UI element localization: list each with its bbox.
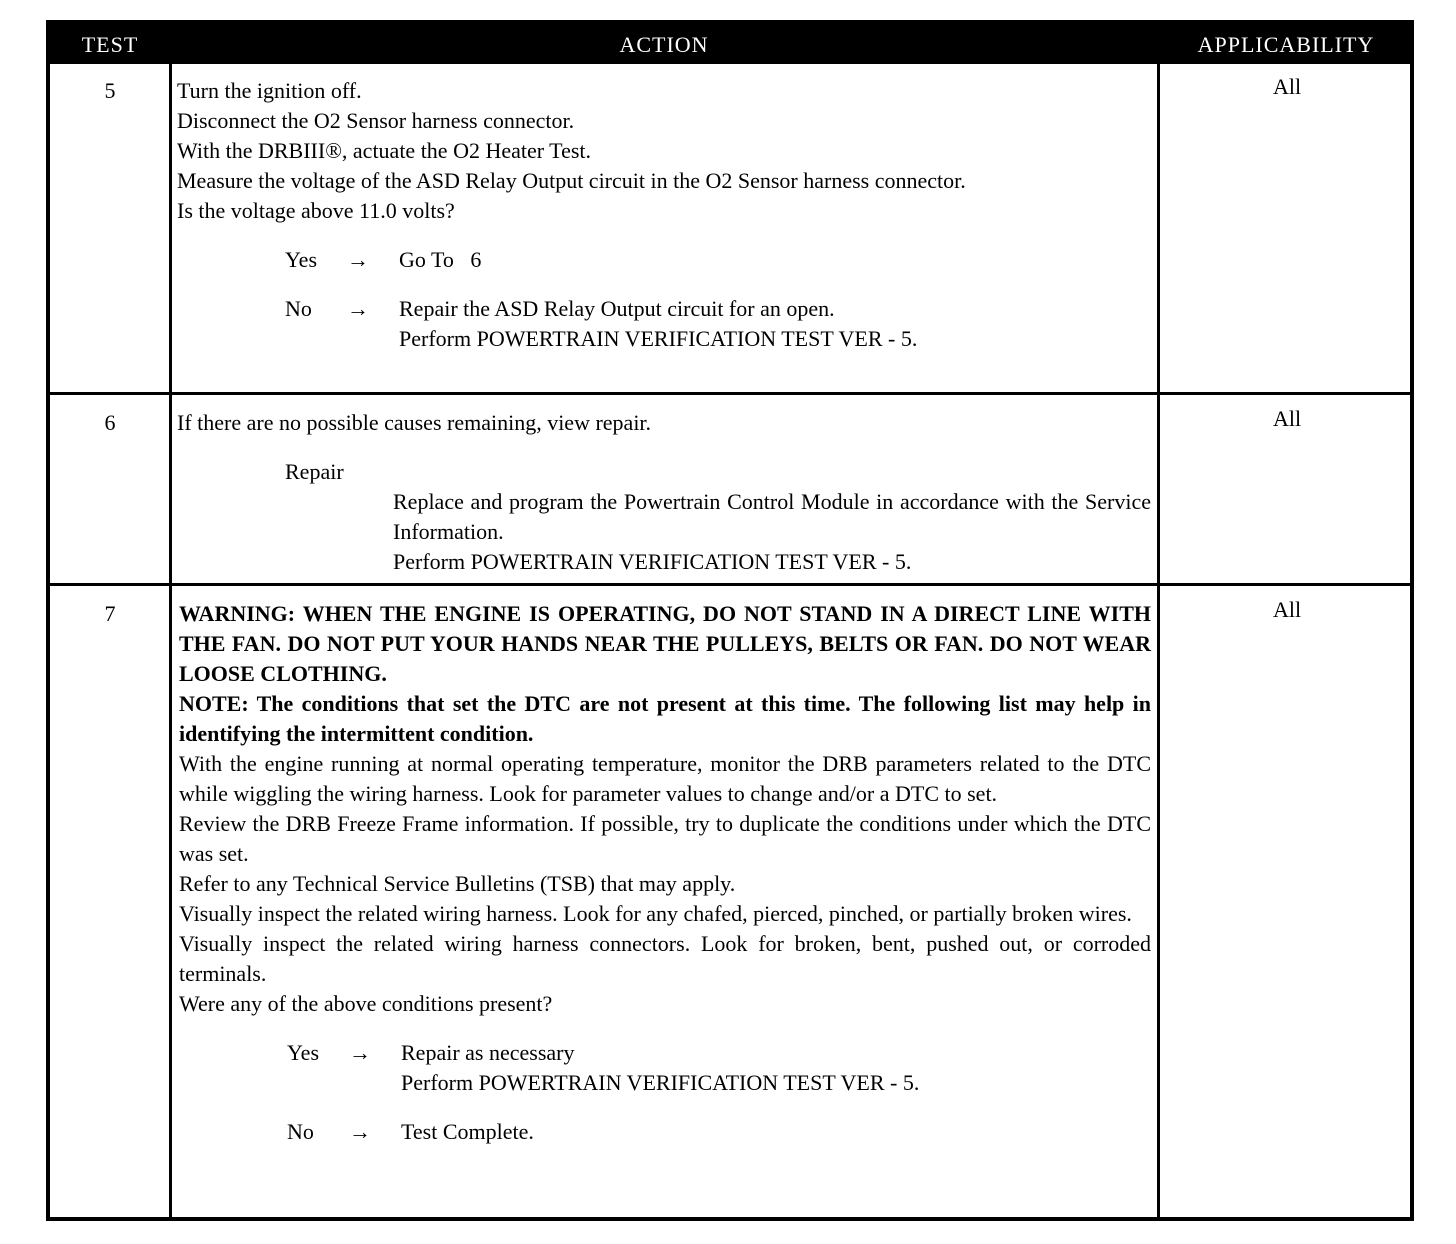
action-line: With the DRBIII®, actuate the O2 Heater Test.	[177, 138, 592, 163]
yes-text: Repair as necessary	[401, 1040, 575, 1065]
arrow-icon: →	[349, 1119, 371, 1144]
action-line: Turn the ignition off.	[177, 78, 362, 103]
repair-line: Perform POWERTRAIN VERIFICATION TEST VER - 5.	[393, 549, 912, 574]
action-line: Visually inspect the related wiring harness. Look for any chafed, pierced, pinched, or partially broken wires.	[179, 901, 1132, 926]
arrow-icon: →	[349, 1040, 371, 1065]
test-number-5: 5	[104, 78, 116, 103]
test-number-7: 7	[104, 601, 116, 626]
action-7	[179, 599, 1151, 1147]
action-line: With the engine running at normal operating temperature, monitor the DRB parameters related to the DTC while wiggling the wiring harness. Look for parameter values to change and/or a DTC to set.	[179, 751, 1151, 806]
yes-branch	[179, 1038, 1151, 1068]
applicability-5: All	[1272, 74, 1302, 99]
action-line: Is the voltage above 11.0 volts?	[177, 198, 455, 223]
test-number-6: 6	[104, 410, 116, 435]
header-test: TEST	[81, 32, 139, 57]
no-branch	[179, 1117, 1151, 1147]
action-5	[177, 76, 1151, 354]
header-applicability: APPLICABILITY	[1197, 32, 1375, 57]
action-line: Review the DRB Freeze Frame information. If possible, try to duplicate the conditions under which the DTC was set.	[179, 811, 1151, 866]
column-divider	[1157, 64, 1160, 1221]
repair-line: Replace and program the Powertrain Control Module in accordance with the Service Information.	[393, 489, 1151, 544]
no-text-continued: Perform POWERTRAIN VERIFICATION TEST VER - 5.	[399, 326, 918, 351]
no-label: No	[285, 296, 312, 321]
yes-text-continued: Perform POWERTRAIN VERIFICATION TEST VER - 5.	[401, 1070, 920, 1095]
row-divider	[50, 583, 1410, 586]
no-branch	[177, 294, 1151, 324]
applicability-7: All	[1272, 597, 1302, 622]
note-text: NOTE: The conditions that set the DTC are not present at this time. The following list may help in identifying the intermittent condition.	[179, 691, 1151, 746]
action-6	[177, 408, 1151, 577]
no-label: No	[287, 1119, 314, 1144]
row-divider	[50, 392, 1410, 395]
table-header	[50, 24, 1410, 64]
yes-text: Go To 6	[399, 247, 482, 272]
diagnostic-table	[46, 20, 1414, 1221]
header-action: ACTION	[619, 32, 709, 57]
action-line: Disconnect the O2 Sensor harness connector.	[177, 108, 575, 133]
arrow-icon: →	[347, 296, 369, 321]
action-line: Visually inspect the related wiring harness connectors. Look for broken, bent, pushed out, or corroded terminals.	[179, 931, 1151, 986]
no-text: Test Complete.	[401, 1119, 534, 1144]
arrow-icon: →	[347, 247, 369, 272]
warning-text: WARNING: WHEN THE ENGINE IS OPERATING, DO NOT STAND IN A DIRECT LINE WITH THE FAN. DO NOT PUT YOUR HANDS NEAR THE PULLEYS, BELTS OR FAN. DO NOT WEAR LOOSE CLOTHING.	[179, 601, 1151, 686]
action-line: Were any of the above conditions present?	[179, 991, 553, 1016]
applicability-6: All	[1272, 406, 1302, 431]
action-line: Refer to any Technical Service Bulletins (TSB) that may apply.	[179, 871, 736, 896]
yes-branch	[177, 245, 1151, 275]
column-divider	[169, 64, 172, 1221]
repair-label: Repair	[285, 459, 344, 484]
action-line: Measure the voltage of the ASD Relay Output circuit in the O2 Sensor harness connector.	[177, 168, 966, 193]
yes-label: Yes	[287, 1040, 320, 1065]
yes-label: Yes	[285, 247, 318, 272]
action-line: If there are no possible causes remaining, view repair.	[177, 410, 652, 435]
no-text: Repair the ASD Relay Output circuit for an open.	[399, 296, 835, 321]
